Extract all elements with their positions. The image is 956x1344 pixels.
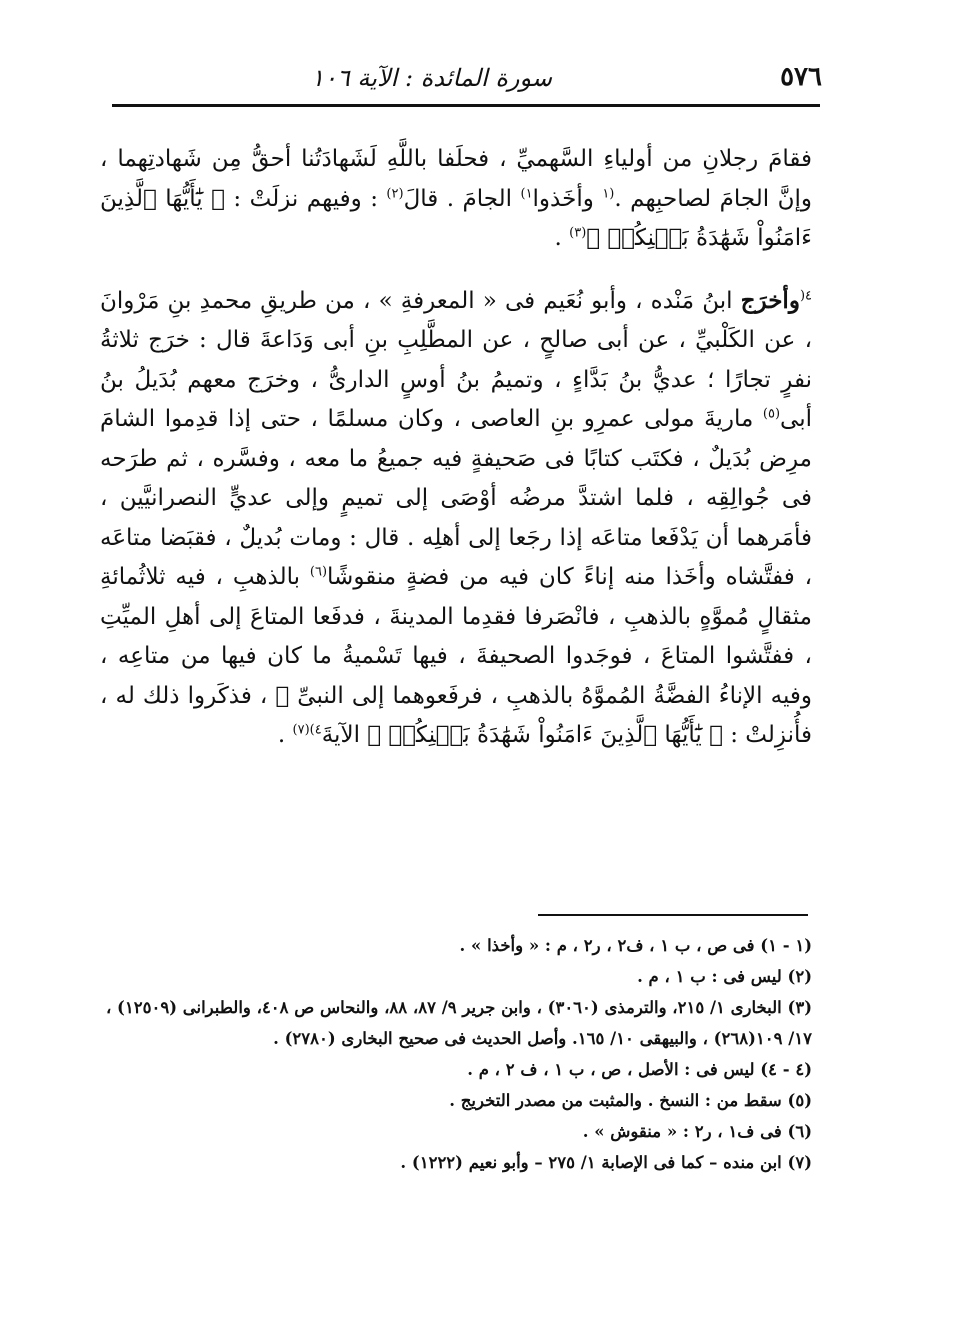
footnote-marker-6: (٦) [309,564,328,580]
paragraph-1-text-d: : وفيهم نزلَتْ : ﴿ يَٰٓأَيُّهَا ٱلَّذِينَ ءَامَنُواْ شَهَٰدَةُ بَيۡنِكُمۡ ﴾ [100,185,812,251]
main-text [100,140,812,778]
footnote-marker-1-open: (١ [602,185,615,201]
paragraph-2-end: . [277,722,293,748]
paragraph-1-end: . [554,225,570,251]
paragraph-2 [100,281,812,756]
footnote-6: (٦) فى ف١ ، ر٢ : « منقوش » . [582,1122,812,1141]
footnote-3: (٣) البخارى ١/ ٢١٥، والترمذى (٣٠٦٠) ، وابن جرير ٩/ ٨٧، ٨٨، والنحاس ص ٤٠٨، والطبرانى (١٢٥٠٩) ، ١٧/ ١٠٩(٢٦٨) ، والبيهقى ١٠/ ١٦٥. وأصل الحديث فى صحيح البخارى (٢٧٨٠) . [105,998,812,1048]
page-number: ٥٧٦ [780,62,822,92]
footnote-marker-1-close: ١) [520,185,533,201]
footnotes [100,930,812,1178]
paragraph-2-text: ابنُ مَنْده ، وأبو نُعَيم فى « المعرفةِ » ، من طريقِ محمدِ بنِ مَرْوانَ ، عن الكَلْبيِّ ، عن أبى صالحٍ ، عن المطَّلِبِ بنِ أبى وَدَاعةَ قال : خرَج ثلاثةُ نفرٍ تجارًا ؛ عديُّ بنُ بَدَّاءٍ ، وتميمُ بنُ أوسٍ الدارىُّ ، وخرَج معهم بُدَيلُ بنُ أبى [100,287,812,432]
header-rule [112,104,820,107]
page-header [110,60,822,104]
footnote-2: (٢) ليس فى : ب ١ ، م . [637,967,812,986]
footnote-1: (١ - ١) فى ص ، ب ١ ، ف٢ ، ر٢ ، م : « وأخذا » . [459,936,812,955]
footnote-marker-3: (٣) [569,225,587,241]
paragraph-2-lead: وأخرَج [740,286,800,314]
running-title: سورة المائدة : الآية ١٠٦ [311,64,552,92]
footnote-rule [538,914,808,916]
footnote-7: (٧) ابن منده – كما فى الإصابة ١/ ٢٧٥ – وأبو نعيم (١٢٢٢) . [400,1153,812,1172]
paragraph-1 [100,140,812,259]
footnote-marker-4-7: ٤)(٧) [292,722,322,738]
paragraph-2-text-c: بالذهبِ ، فيه ثلاثُمائةِ مثقالٍ مُموَّهٍ بالذهبِ ، فانْصَرفا فقدِما المدينةَ ، فدفَعا المتاعَ إلى أهلِ الميِّتِ ، ففتَّشوا المتاعَ ، فوجَدوا الصحيفةَ ، فيها تَسْميةُ ما كان فيها من متاعِه ، وفيه الإناءُ الفضَّةُ المُموَّهُ بالذهبِ ، فرفَعوهما إلى النبىِّ ﷺ ، فذكَروا ذلك له ، فأُنزِلتْ : ﴿ يَٰٓأَيُّهَا ٱلَّذِينَ ءَامَنُواْ شَهَٰدَةُ بَيۡنِكُمۡ ﴾ الآيةَ [100,564,812,748]
paragraph-1-text-b: وأخَذوا [532,185,603,212]
footnote-marker-2: (٢) [386,185,404,201]
footnote-marker-5: (٥) [762,406,781,422]
paragraph-2-text-b: ماريةَ مولى عمرِو بنِ العاصى ، وكان مسلمًا ، حتى إذا قدِموا الشامَ مرِض بُدَيلٌ ، فكتَب كتابًا فى صَحيفةٍ فيه جميعُ ما معه ، وفسَّره ، ثم طرَحه فى جُوالِقِه ، فلما اشتدَّ مرضُه أوْصَى إلى تميمٍ وإلى عديٍّ النصرانيَّين ، فأمَرهما أن يَدْفَعا متاعَه إذا رجَعا إلى أهلِه . قال : ومات بُديلٌ ، فقبَضا متاعَه ، ففتَّشاه وأخَذا منه إناءً كان فيه من فضةٍ منقوشًا [100,406,813,590]
footnote-marker-4-open: ٤( [799,287,812,303]
footnote-4: (٤ - ٤) ليس فى : الأصل ، ص ، ب ١ ، ف ٢ ، م . [467,1060,812,1079]
paragraph-1-text-c: الجامَ . قالَ [403,185,521,212]
footnote-5: (٥) سقط من : النسخ . والمثبت من مصدر التخريج . [449,1091,812,1110]
paragraph-1-text: فقامَ رجلانِ من أولياءِ السَّهميِّ ، فحلَفا باللَّهِ لَشَهادَتُنا أحقُّ مِن شَهادتِهما ، وإنَّ الجامَ لصاحبِهم . [100,146,812,212]
